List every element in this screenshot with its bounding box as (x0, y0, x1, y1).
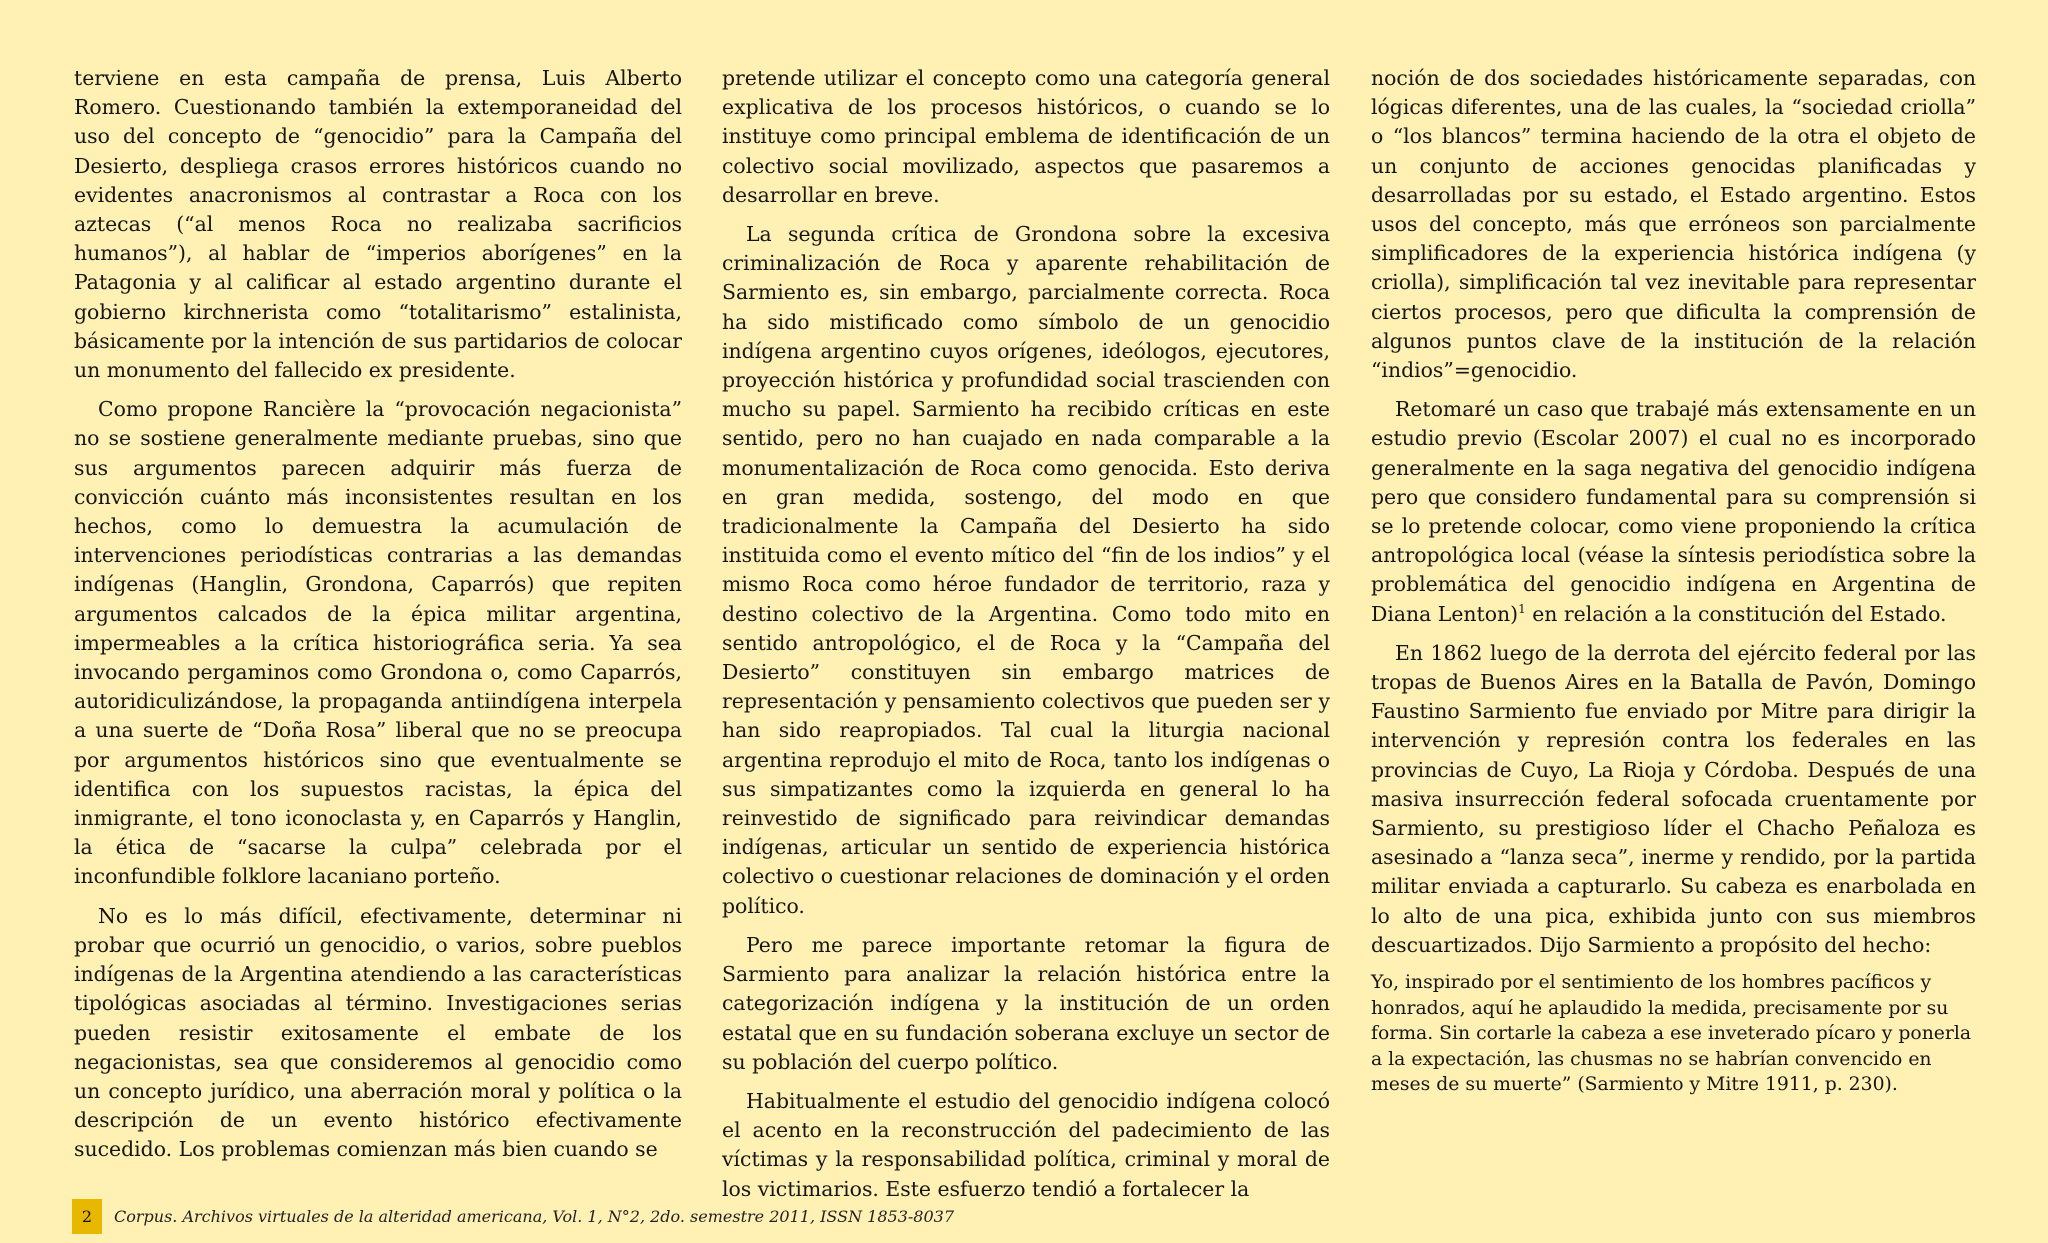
block-quote: Yo, inspirado por el sentimiento de los hombres pacíficos y honrados, aquí he aplaudido la medida, precisamente por su forma. Sin cortarle la cabeza a ese inveterado pícaro y ponerla a la expectación, las chusmas no se habrían convencido en meses de su muerte” (Sarmiento y Mitre 1911, p. 230). (1371, 972, 1972, 1096)
footer-citation: Corpus. Archivos virtuales de la alteridad americana, Vol. 1, N°2, 2do. semestre 2011, ISSN 1853-8037 (114, 1207, 954, 1226)
paragraph: No es lo más difícil, efectivamente, determinar ni probar que ocurrió un genocidio, o varios, sobre pueblos indígenas de la Argentina atendiendo a las características tipológicas asociadas al término. Investigaciones serias pueden resistir exitosamente el embate de los negacionistas, sea que consideremos al genocidio como un concepto jurídico, una aberración moral y política o la descripción de un evento histórico efectivamente sucedido. Los problemas comienzan más bien cuando se (74, 903, 682, 1162)
paragraph: Habitualmente el estudio del genocidio indígena colocó el acento en la reconstrucción del padecimiento de las víctimas y la responsabilidad política, criminal y moral de los victimarios. Este esfuerzo tendió a fortalecer la (722, 1088, 1330, 1201)
paragraph-text: Retomaré un caso que trabajé más extensamente en un estudio previo (Escolar 2007) el cual no es incorporado generalmente en la saga negativa del genocidio indígena pero que considero fundamental para su comprensión si se lo pretende colocar, como viene proponiendo la crítica antropológica local (véase la síntesis periodística sobre la problemática del genocidio indígena en Argentina de Diana Lenton) (1371, 397, 1976, 626)
paragraph: noción de dos sociedades históricamente separadas, con lógicas diferentes, una de las cuales, la “sociedad criolla” o “los blancos” termina haciendo de la otra el objeto de un conjunto de acciones genocidas planificadas y desarrolladas por su estado, el Estado argentino. Estos usos del concepto, más que erróneos son parcialmente simplificadores de la experiencia histórica indígena (y criolla), simplificación tal vez inevitable para representar ciertos procesos, pero que dificulta la comprensión de algunos puntos clave de la institución de la relación “indios”=genocidio. (1371, 66, 1976, 383)
text-column-2 (722, 64, 1330, 1214)
text-column-1 (74, 64, 682, 1175)
paragraph-text-tail: en relación a la constitución del Estado. (1525, 601, 1947, 626)
page-number: 2 (72, 1199, 102, 1234)
footnote-marker[interactable]: 1 (1518, 601, 1526, 616)
text-column-3 (1371, 64, 1976, 1108)
paragraph: Como propone Rancière la “provocación negacionista” no se sostiene generalmente mediante pruebas, sino que sus argumentos parecen adquirir más fuerza de convicción cuánto más inconsistentes resultan en los hechos, como lo demuestra la acumulación de intervenciones periodísticas contrarias a las demandas indígenas (Hanglin, Grondona, Caparrós) que repiten argumentos calcados de la épica militar argentina, impermeables a la crítica historiográfica seria. Ya sea invocando pergaminos como Grondona o, como Caparrós, autoridiculizándose, la propaganda antiindígena interpela a una suerte de “Doña Rosa” liberal que no se preocupa por argumentos históricos sino que eventualmente se identifica con los supuestos racistas, la épica del inmigrante, el tono iconoclasta y, en Caparrós y Hanglin, la ética de “sacarse la culpa” celebrada por el inconfundible folklore lacaniano porteño. (74, 397, 682, 889)
paragraph: En 1862 luego de la derrota del ejército federal por las tropas de Buenos Aires en la Batalla de Pavón, Domingo Faustino Sarmiento fue enviado por Mitre para dirigir la intervención y represión contra los federales en las provincias de Cuyo, La Rioja y Córdoba. Después de una masiva insurrección federal sofocada cruentamente por Sarmiento, su prestigioso líder el Chacho Peñaloza es asesinado a “lanza seca”, inerme y rendido, por la partida militar enviada a capturarlo. Su cabeza es enarbolada en lo alto de una pica, exhibida junto con sus miembros descuartizados. Dijo Sarmiento a propósito del hecho: (1371, 640, 1976, 957)
paragraph: pretende utilizar el concepto como una categoría general explicativa de los procesos históricos, o cuando se lo instituye como principal emblema de identificación de un colectivo social movilizado, aspectos que pasaremos a desarrollar en breve. (722, 66, 1330, 207)
page-footer (72, 1199, 954, 1234)
paragraph: terviene en esta campaña de prensa, Luis Alberto Romero. Cuestionando también la extemporaneidad del uso del concepto de “genocidio” para la Campaña del Desierto, despliega crasos errores históricos cuando no evidentes anacronismos al contrastar a Roca con los aztecas (“al menos Roca no realizaba sacrificios humanos”), al hablar de “imperios aborígenes” en la Patagonia y al calificar al estado argentino durante el gobierno kirchnerista como “totalitarismo” estalinista, básicamente por la intención de sus partidarios de colocar un monumento del fallecido ex presidente. (74, 66, 682, 383)
paragraph-with-footnote (1371, 395, 1976, 629)
paragraph: La segunda crítica de Grondona sobre la excesiva criminalización de Roca y aparente rehabilitación de Sarmiento es, sin embargo, parcialmente correcta. Roca ha sido mistificado como símbolo de un genocidio indígena argentino cuyos orígenes, ideólogos, ejecutores, proyección histórica y profundidad social trascienden con mucho su papel. Sarmiento ha recibido críticas en este sentido, pero no han cuajado en nada comparable a la monumentalización de Roca como genocida. Esto deriva en gran medida, sostengo, del modo en que tradicionalmente la Campaña del Desierto ha sido instituida como el evento mítico del “fin de los indios” y el mismo Roca como héroe fundador de territorio, raza y destino colectivo de la Argentina. Como todo mito en sentido antropológico, el de Roca y la “Campaña del Desierto” constituyen sin embargo matrices de representación y pensamiento colectivos que pueden ser y han sido reapropiados. Tal cual la liturgia nacional argentina reprodujo el mito de Roca, tanto los indígenas o sus simpatizantes como la izquierda en general lo ha reinvestido de significado para reivindicar demandas indígenas, articular un sentido de experiencia histórica colectivo o cuestionar relaciones de dominación y el orden político. (722, 222, 1330, 918)
paragraph: Pero me parece importante retomar la figura de Sarmiento para analizar la relación histórica entre la categorización indígena y la institución de un orden estatal que en su fundación soberana excluye un sector de su población del cuerpo político. (722, 932, 1330, 1074)
